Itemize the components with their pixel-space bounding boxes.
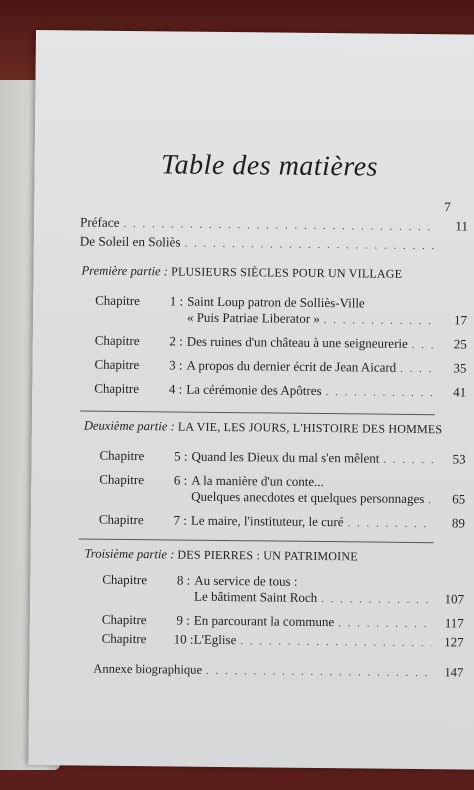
chapter-title: En parcourant la commune xyxy=(193,612,335,630)
chapter-continuation: « Puis Patriae Liberator » xyxy=(186,309,320,326)
leader-dots xyxy=(184,236,435,255)
toc-chapter-3 xyxy=(94,357,466,378)
chapter-number: 4 : xyxy=(168,381,183,397)
toc-chapter-9 xyxy=(102,612,464,633)
chapter-label: Chapitre xyxy=(101,611,147,628)
toc-page-number: 89 xyxy=(451,515,465,531)
toc-entry-annex xyxy=(93,661,463,682)
part-title: PLUSIEURS SIÈCLES POUR UN VILLAGE xyxy=(171,264,403,281)
toc-page-number: 25 xyxy=(453,336,467,352)
toc-entry-label: Annexe biographique xyxy=(93,661,203,677)
toc-page-number: 35 xyxy=(453,360,467,376)
part-label: Première partie : xyxy=(81,263,169,279)
toc-chapter-10 xyxy=(102,631,464,652)
toc-page-number: 11 xyxy=(455,218,469,234)
chapter-label: Chapitre xyxy=(99,471,145,488)
leader-dots xyxy=(123,216,436,235)
chapter-number: 6 : xyxy=(173,472,188,488)
leader-dots xyxy=(326,384,435,401)
chapter-label: Chapitre xyxy=(102,571,148,588)
chapter-label: Chapitre xyxy=(94,380,140,397)
chapter-label: Chapitre xyxy=(95,292,141,309)
leader-dots xyxy=(347,515,432,532)
toc-page-number: 65 xyxy=(452,491,466,507)
toc-page-number: 53 xyxy=(452,451,466,467)
toc-page-number: 127 xyxy=(444,634,464,650)
part-heading-2 xyxy=(84,419,443,438)
chapter-title: Au service de tous : xyxy=(194,572,298,589)
chapter-number: 2 : xyxy=(169,333,183,349)
toc-page-number: 41 xyxy=(453,384,467,400)
leader-dots xyxy=(383,452,433,469)
toc-chapter-1-cont xyxy=(187,310,467,330)
chapter-label: Chapitre xyxy=(94,332,140,349)
chapter-title: L'Eglise xyxy=(193,631,237,648)
part-label: Deuxième partie : xyxy=(83,418,175,434)
chapter-label: Chapitre xyxy=(98,511,144,528)
toc-chapter-5 xyxy=(99,448,465,469)
toc-page-number: 107 xyxy=(444,591,465,607)
chapter-number: 7 : xyxy=(173,512,187,528)
chapter-title: La cérémonie des Apôtres xyxy=(186,381,322,399)
chapter-title: Saint Loup patron de Solliès-Ville xyxy=(187,293,365,311)
part-heading-3 xyxy=(84,547,357,565)
toc-chapter-8 xyxy=(102,572,464,592)
section-divider xyxy=(79,538,434,543)
toc-page-number: 17 xyxy=(453,312,468,328)
leader-dots xyxy=(338,615,432,632)
chapter-number: 5 : xyxy=(174,448,188,464)
chapter-number: 1 : xyxy=(169,293,184,309)
toc-page-number: 147 xyxy=(444,665,464,680)
toc-page-number: 7 xyxy=(444,199,451,215)
toc-chapter-6-cont xyxy=(191,489,465,509)
toc-chapter-2 xyxy=(95,333,467,354)
chapter-title: A propos du dernier écrit de Jean Aicard xyxy=(186,357,397,375)
chapter-number: 9 : xyxy=(176,612,190,628)
page-title: Table des matières xyxy=(160,149,379,183)
toc-entry-preface xyxy=(80,214,468,235)
section-divider xyxy=(80,410,435,415)
toc-chapter-7 xyxy=(99,512,465,533)
part-title: LA VIE, LES JOURS, L'HISTOIRE DES HOMMES xyxy=(177,419,443,437)
leader-dots xyxy=(321,591,432,608)
chapter-number: 3 : xyxy=(169,357,183,373)
toc-chapter-4 xyxy=(94,381,466,402)
chapter-label: Chapitre xyxy=(99,447,145,464)
leader-dots xyxy=(324,312,435,329)
leader-dots xyxy=(206,663,431,681)
part-label: Troisième partie : xyxy=(84,546,175,562)
toc-entry-soleil xyxy=(80,233,440,254)
chapter-continuation: Le bâtiment Saint Roch xyxy=(194,588,318,605)
book-page xyxy=(28,30,474,770)
toc-chapter-1 xyxy=(95,293,467,313)
leader-dots xyxy=(428,492,433,508)
toc-entry-label: De Soleil en Soliès xyxy=(79,233,181,250)
chapter-continuation: Quelques anecdotes et quelques personnages xyxy=(191,488,425,507)
chapter-title: Le maire, l'instituteur, le curé xyxy=(190,512,344,530)
chapter-title: A la manière d'un conte... xyxy=(191,472,325,490)
toc-page-number: 117 xyxy=(444,615,464,631)
part-heading-1 xyxy=(81,263,402,281)
chapter-number: 8 : xyxy=(176,572,191,588)
leader-dots xyxy=(412,337,435,353)
chapter-number: 10 : xyxy=(173,631,194,647)
part-title: DES PIERRES : UN PATRIMOINE xyxy=(177,547,358,564)
toc-chapter-8-cont xyxy=(194,589,464,609)
chapter-label: Chapitre xyxy=(101,630,147,647)
toc-entry-label: Préface xyxy=(79,214,120,230)
toc-chapter-6 xyxy=(99,472,465,492)
chapter-label: Chapitre xyxy=(94,356,140,373)
leader-dots xyxy=(400,361,434,377)
chapter-title: Des ruines d'un château à une seigneurerie xyxy=(186,333,408,351)
chapter-title: Quand les Dieux du mal s'en mêlent xyxy=(191,448,380,466)
leader-dots xyxy=(240,633,431,651)
